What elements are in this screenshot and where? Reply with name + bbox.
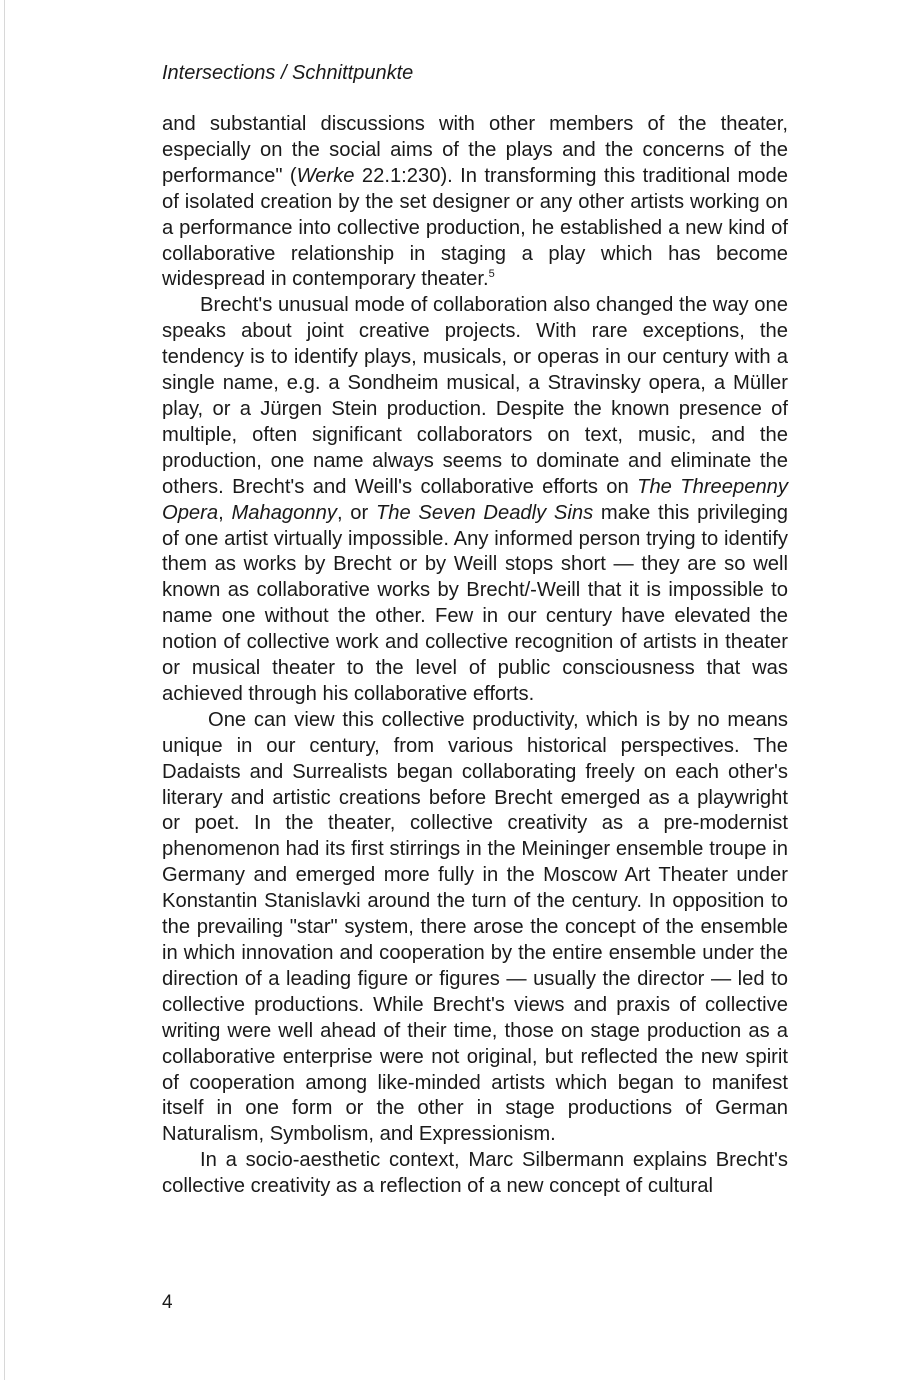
work-title-mahagonny: Mahagonny bbox=[231, 501, 337, 524]
page-edge bbox=[4, 0, 5, 1380]
page-number: 4 bbox=[162, 1292, 173, 1313]
paragraph-1-text-a: and substantial discussions with other members of the theater, especially on the social aims of the plays and the concerns of the performance" ( bbox=[162, 113, 788, 187]
work-title-werke: Werke bbox=[296, 164, 355, 187]
paragraph-2 bbox=[162, 293, 788, 708]
footnote-marker: 5 bbox=[488, 268, 495, 281]
separator-2: , or bbox=[336, 501, 376, 524]
work-title-threepenny: The Threepenny Opera bbox=[162, 475, 789, 524]
paragraph-2-text-b: make this privileging of one artist virtually impossible. Any informed person trying to identify them as works by Brecht or by Weill stops short — they are so well known as collaborative works by Brecht/-Weill that it is impossible to name one without the other. Few in our century have elevated the notion of collective work and collective recognition of artists in theater or musical theater to the level of public consciousness that was achieved through his collaborative efforts. bbox=[162, 501, 789, 705]
separator-1: , bbox=[218, 501, 232, 524]
paragraph-1 bbox=[162, 112, 788, 293]
running-header: Intersections / Schnittpunkte bbox=[162, 62, 414, 84]
work-title-seven-deadly-sins: The Seven Deadly Sins bbox=[375, 501, 594, 524]
paragraph-2-text-a: Brecht's unusual mode of collaboration also changed the way one speaks about joint creative projects. With rare exceptions, the tendency is to identify plays, musicals, or operas in our century with a single name, e.g. a Sondheim musical, a Stravinsky opera, a Müller play, or a Jürgen Stein production. Despite the known presence of multiple, often significant collaborators on text, music, and the production, one name always seems to dominate and eliminate the others. Brecht's and Weill's collaborative efforts on bbox=[162, 294, 788, 498]
body-text bbox=[162, 112, 788, 1200]
paragraph-3: One can view this collective productivity, which is by no means unique in our century, from various historical perspectives. The Dadaists and Surrealists began collaborating freely on each other's literary and artistic creations before Brecht emerged as a playwright or poet. In the theater, collective creativity as a pre-modernist phenomenon had its first stirrings in the Meininger ensemble troupe in Germany and emerged more fully in the Moscow Art Theater under Konstantin Stanislavki around the turn of the century. In opposition to the prevailing "star" system, there arose the concept of the ensemble in which innovation and cooperation by the entire ensemble under the direction of a leading figure or figures — usually the director — led to collective productions. While Brecht's views and praxis of collective writing were well ahead of their time, those on stage production as a collaborative enterprise were not original, but reflected the new spirit of cooperation among like-minded artists which began to manifest itself in one form or the other in stage productions of German Naturalism, Symbolism, and Expressionism. bbox=[162, 708, 788, 1146]
paragraph-4: In a socio-aesthetic context, Marc Silbermann explains Brecht's collective creativity as a reflection of a new concept of cultural bbox=[162, 1149, 788, 1198]
paragraph-1-text-b: 22.1:230). In transforming this traditional mode of isolated creation by the set designer or any other artists working on a performance into collective production, he established a new kind of collaborative relationship in staging a play which has become widespread in contemporary theater. bbox=[162, 164, 788, 291]
